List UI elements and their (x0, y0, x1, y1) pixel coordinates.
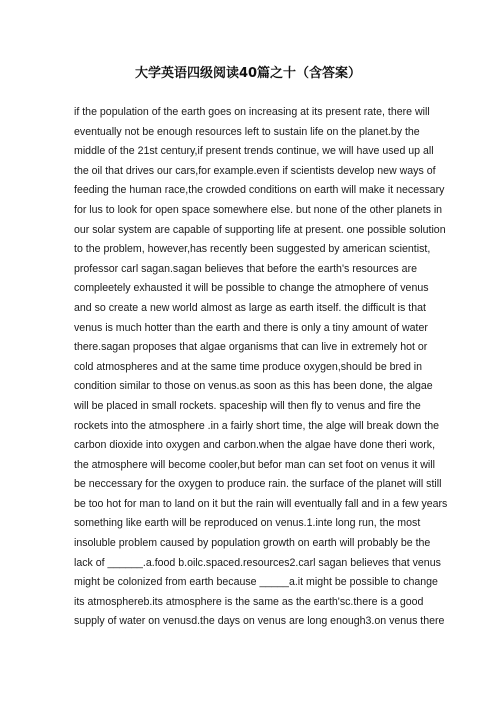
body-line: there.sagan proposes that algae organisms that can live in extremely hot or (74, 341, 428, 354)
body-line: the atmosphere will become cooler,but befor man can set foot on venus it will (74, 458, 435, 471)
body-line: carbon dioxide into oxygen and carbon.when the algae have done theri work, (74, 439, 436, 452)
body-line: supply of water on venusd.the days on venus are long enough3.on venus there (74, 615, 445, 628)
body-line: compleetely exhausted it will be possible to change the atmophere of venus (74, 282, 429, 295)
body-line: to the problem, however,has recently been suggested by american scientist, (74, 243, 431, 256)
body-line: something like earth will be reproduced on venus.1.inte long run, the most (74, 517, 421, 530)
body-line: and so create a new world almost as large as earth itself. the difficult is that (74, 301, 426, 314)
body-line: insoluble problem caused by population growth on earth will probably be the (74, 537, 431, 550)
body-line: might be colonized from earth because _____a.it might be possible to change (74, 576, 438, 589)
body-line: eventually not be enough resources left to sustain life on the planet.by the (74, 125, 420, 138)
body-line: professor carl sagan.sagan believes that before the earth's resources are (74, 262, 417, 275)
body-line: be too hot for man to land on it but the rain will eventually fall and in a few years (74, 497, 448, 510)
body-line: for lus to look for open space somewhere else. but none of the other planets in (74, 203, 443, 216)
body-line: its atmosphereb.its atmosphere is the same as the earth'sc.there is a good (74, 595, 424, 608)
body-line: middle of the 21st century,if present trends continue, we will have used up all (74, 145, 434, 158)
document-title: 大学英语四级阅读40篇之十（含答案） (134, 66, 362, 81)
body-line: if the population of the earth goes on increasing at its present rate, there will (74, 106, 430, 118)
body-line: rockets into the atmosphere .in a fairly short time, the alge will break down the (74, 419, 440, 432)
document-body (74, 103, 448, 632)
body-line: the oil that drives our cars,for example.even if scientists develop new ways of (74, 164, 436, 177)
body-line: will be placed in small rockets. spaceship will then fly to venus and fire the (74, 399, 421, 412)
body-line: condition similar to those on venus.as soon as this has been done, the algae (74, 380, 433, 393)
body-line: our solar system are capable of supporting life at present. one possible solution (74, 223, 446, 236)
body-line: venus is much hotter than the earth and there is only a tiny amount of water (74, 321, 428, 334)
body-line: lack of ______.a.food b.oilc.spaced.resources2.carl sagan believes that venus (74, 556, 441, 569)
body-line: cold atmospheres and at the same time produce oxygen,should be bred in (74, 360, 423, 373)
body-line: be neccessary for the oxygen to produce rain. the surface of the planet will still (74, 478, 442, 491)
body-line: feeding the human race,the crowded conditions on earth will make it necessary (74, 184, 445, 197)
